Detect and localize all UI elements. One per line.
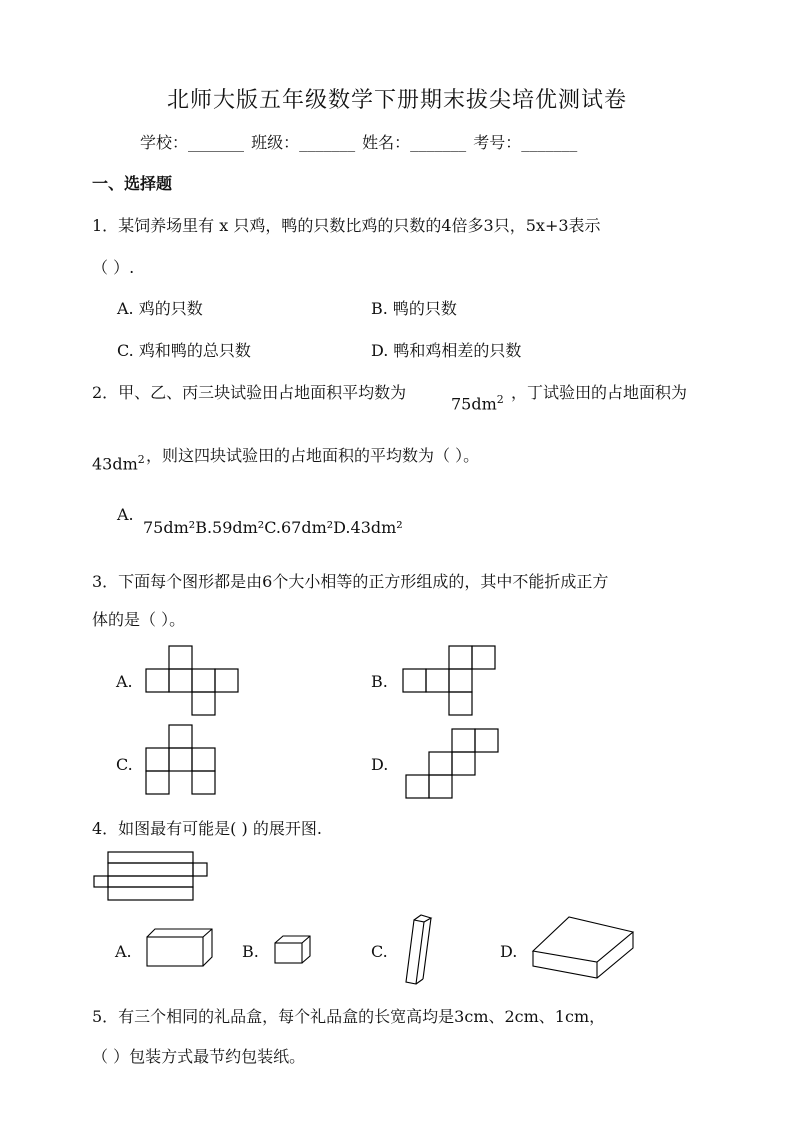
q4-option-a-label: A. xyxy=(115,942,132,961)
q4-stem: 4．如图最有可能是( ) 的展开图. xyxy=(92,819,322,838)
q4-option-b-label: B. xyxy=(242,942,259,961)
q1-option-d: D. 鸭和鸡相差的只数 xyxy=(371,341,522,360)
q2-value-75: $75dm^2$ xyxy=(451,393,504,414)
student-info-line: 学校：_______ 班级：_______ 姓名：_______ 考号：_______ xyxy=(140,133,578,152)
q2-stem-part2: ，丁试验田的占地面积为 xyxy=(511,383,688,402)
q3-option-b-label: B. xyxy=(371,672,388,691)
q1-stem: 1．某饲养场里有 x 只鸡，鸭的只数比鸡的只数的4倍多3只，5x+3表示 xyxy=(92,216,601,235)
q3-stem: 3．下面每个图形都是由6个大小相等的正方形组成的，其中不能折成正方 xyxy=(92,572,609,591)
q5-stem: 5．有三个相同的礼品盒，每个礼品盒的长宽高均是3cm、2cm、1cm， xyxy=(92,1007,606,1026)
q2-option-label: A. xyxy=(117,505,134,524)
q4-option-c-label: C. xyxy=(371,942,388,961)
q2-stem-part3: ，则这四块试验田的占地面积的平均数为（ ）。 xyxy=(146,446,480,465)
section-heading-choice: 一、选择题 xyxy=(92,174,173,193)
q1-option-b: B. 鸭的只数 xyxy=(371,299,457,318)
q4-option-d-label: D. xyxy=(500,942,518,961)
page-title: 北师大版五年级数学下册期末拔尖培优测试卷 xyxy=(166,88,627,113)
q2-value-43: $43dm^2$ xyxy=(92,453,145,474)
q2-options: 75dm²B.59dm²C.67dm²D.43dm² xyxy=(143,518,403,537)
q1-blank: （ ）. xyxy=(92,258,135,277)
q3-option-c-label: C. xyxy=(116,755,133,774)
q1-option-a: A. 鸡的只数 xyxy=(117,299,203,318)
q5-stem-2: （ ）包装方式最节约包装纸。 xyxy=(92,1047,306,1066)
q3-option-a-label: A. xyxy=(116,672,133,691)
q2-stem-part1: 2．甲、乙、丙三块试验田占地面积平均数为 xyxy=(92,383,407,402)
q1-option-c: C. 鸡和鸭的总只数 xyxy=(117,341,251,360)
q3-stem-2: 体的是（ ）。 xyxy=(92,610,186,629)
q3-option-d-label: D. xyxy=(371,755,389,774)
